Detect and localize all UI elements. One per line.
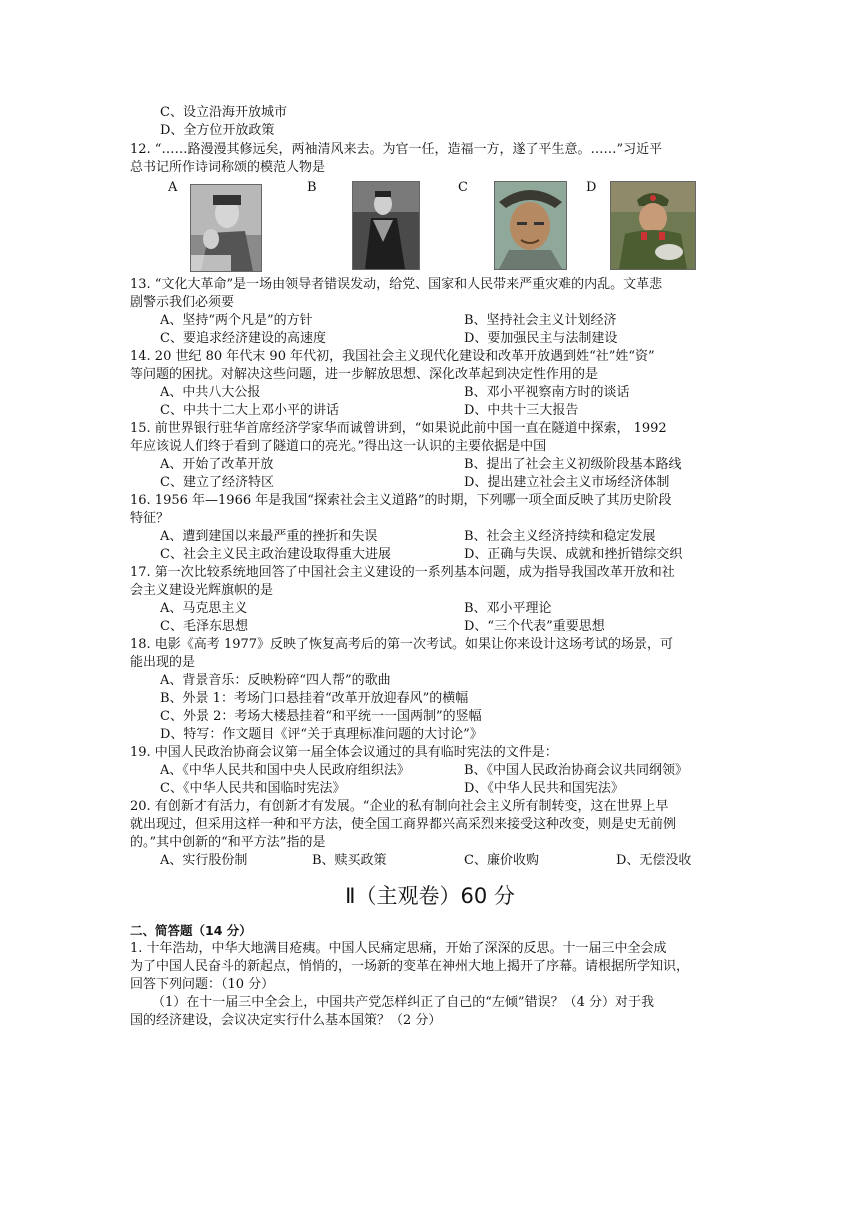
q20-option-b: B、赎买政策	[312, 853, 387, 868]
q18-stem-line2: 能出现的是	[130, 655, 196, 670]
q15-option-b: B、提出了社会主义初级阶段基本路线	[464, 457, 682, 472]
portrait-photo-b	[352, 181, 420, 270]
part2-q1-line1: 1. 十年浩劫，中华大地满目疮痍。中国人民痛定思痛，开始了深深的反思。十一届三中全会成	[130, 941, 667, 956]
q17-option-d: D、“三个代表”重要思想	[464, 619, 605, 634]
q20-option-a: A、实行股份制	[160, 853, 248, 868]
q19-option-c: C、《中华人民共和国临时宪法》	[160, 781, 346, 796]
q19-stem: 19. 中国人民政治协商会议第一届全体会议通过的具有临时宪法的文件是：	[130, 745, 558, 760]
photo-label-a: A	[168, 180, 178, 195]
q12-stem-line2: 总书记所作诗词称颂的模范人物是	[130, 160, 326, 175]
q17-stem-line2: 会主义建设光辉旗帜的是	[130, 583, 274, 598]
q20-stem-line1: 20. 有创新才有活力，有创新才有发展。“企业的私有制向社会主义所有制转变，这在世界上早	[130, 799, 669, 814]
photo-label-d: D	[586, 180, 597, 195]
q15-option-d: D、提出建立社会主义市场经济体制	[464, 475, 670, 490]
q20-stem-line3: 的。”其中创新的“和平方法”指的是	[130, 835, 326, 850]
q19-option-a: A、《中华人民共和国中央人民政府组织法》	[160, 763, 410, 778]
q11-option-d: D、全方位开放政策	[160, 123, 275, 138]
section-title: Ⅱ（主观卷）60 分	[345, 884, 515, 908]
q11-option-c: C、设立沿海开放城市	[160, 105, 287, 120]
q15-stem-line2: 年应该说人们终于看到了隧道口的亮光。”得出这一认识的主要依据是中国	[130, 439, 547, 454]
q16-option-c: C、社会主义民主政治建设取得重大进展	[160, 547, 391, 562]
part2-q1-line3: 回答下列问题：（10 分）	[130, 977, 275, 992]
part2-sub1-line1: （1）在十一届三中全会上，中国共产党怎样纠正了自己的“左倾”错误？（4 分）对于我	[152, 995, 654, 1010]
part2-heading: 二、简答题（14 分）	[130, 923, 252, 938]
q14-stem-line2: 等问题的困扰。对解决这些问题，进一步解放思想、深化改革起到决定性作用的是	[130, 367, 599, 382]
q15-option-c: C、建立了经济特区	[160, 475, 274, 490]
q17-option-c: C、毛泽东思想	[160, 619, 248, 634]
q13-stem-line2: 剧警示我们必须要	[130, 295, 235, 310]
q16-option-b: B、社会主义经济持续和稳定发展	[464, 529, 656, 544]
q14-option-d: D、中共十三大报告	[464, 403, 579, 418]
q20-option-c: C、廉价收购	[464, 853, 539, 868]
q18-option-d: D、特写：作文题目《评“关于真理标准问题的大讨论”》	[160, 727, 483, 742]
q19-option-b: B、《中国人民政治协商会议共同纲领》	[464, 763, 689, 778]
q15-option-a: A、开始了改革开放	[160, 457, 274, 472]
q16-stem-line1: 16. 1956 年—1966 年是我国“探索社会主义道路”的时期，下列哪一项全面反映了其历史阶段	[130, 493, 672, 508]
q18-option-a: A、背景音乐：反映粉碎“四人帮”的歌曲	[160, 673, 391, 688]
q13-option-c: C、要追求经济建设的高速度	[160, 331, 326, 346]
portrait-photo-a	[190, 184, 262, 272]
photo-label-c: C	[458, 180, 468, 195]
q19-option-d: D、《中华人民共和国宪法》	[464, 781, 624, 796]
portrait-photo-d	[610, 181, 696, 270]
q20-stem-line2: 就出现过，但采用这样一种和平方法，使全国工商界都兴高采烈来接受这种改变，则是史无前例	[130, 817, 677, 832]
q18-option-b: B、外景 1：考场门口悬挂着“改革开放迎春风”的横幅	[160, 691, 469, 706]
q17-option-a: A、马克思主义	[160, 601, 248, 616]
part2-q1-line2: 为了中国人民奋斗的新起点，悄悄的，一场新的变革在神州大地上揭开了序幕。请根据所学知识，	[130, 959, 690, 974]
q12-stem-line1: 12. “……路漫漫其修远矣，两袖清风来去。为官一任，造福一方，遂了平生意。……”习近平	[130, 142, 663, 157]
q13-option-b: B、坚持社会主义计划经济	[464, 313, 617, 328]
q16-option-d: D、正确与失误、成就和挫折错综交织	[464, 547, 683, 562]
q13-stem-line1: 13. “文化大革命”是一场由领导者错误发动，给党、国家和人民带来严重灾难的内乱。文革悲	[130, 277, 663, 292]
q13-option-d: D、要加强民主与法制建设	[464, 331, 618, 346]
q14-stem-line1: 14. 20 世纪 80 年代末 90 年代初，我国社会主义现代化建设和改革开放遇到姓“社”姓“资”	[130, 349, 655, 364]
q17-stem-line1: 17. 第一次比较系统地回答了中国社会主义建设的一系列基本问题，成为指导我国改革开放和社	[130, 565, 675, 580]
q13-option-a: A、坚持“两个凡是”的方针	[160, 313, 313, 328]
portrait-photo-c	[494, 181, 567, 270]
q14-option-a: A、中共八大公报	[160, 385, 261, 400]
q15-stem-line1: 15. 前世界银行驻华首席经济学家华而诚曾讲到，“如果说此前中国一直在隧道中探索， 1992	[130, 421, 667, 436]
q14-option-b: B、邓小平视察南方时的谈话	[464, 385, 630, 400]
photo-label-b: B	[307, 180, 317, 195]
q14-option-c: C、中共十二大上邓小平的讲话	[160, 403, 339, 418]
q20-option-d: D、无偿没收	[616, 853, 692, 868]
q16-stem-line2: 特征？	[130, 511, 170, 526]
q18-stem-line1: 18. 电影《高考 1977》反映了恢复高考后的第一次考试。如果让你来设计这场考试的场景，可	[130, 637, 674, 652]
q18-option-c: C、外景 2：考场大楼悬挂着“和平统一一国两制”的竖幅	[160, 709, 482, 724]
q17-option-b: B、邓小平理论	[464, 601, 552, 616]
part2-sub1-line2: 国的经济建设，会议决定实行什么基本国策？（2 分）	[130, 1013, 442, 1028]
q16-option-a: A、遭到建国以来最严重的挫折和失误	[160, 529, 378, 544]
